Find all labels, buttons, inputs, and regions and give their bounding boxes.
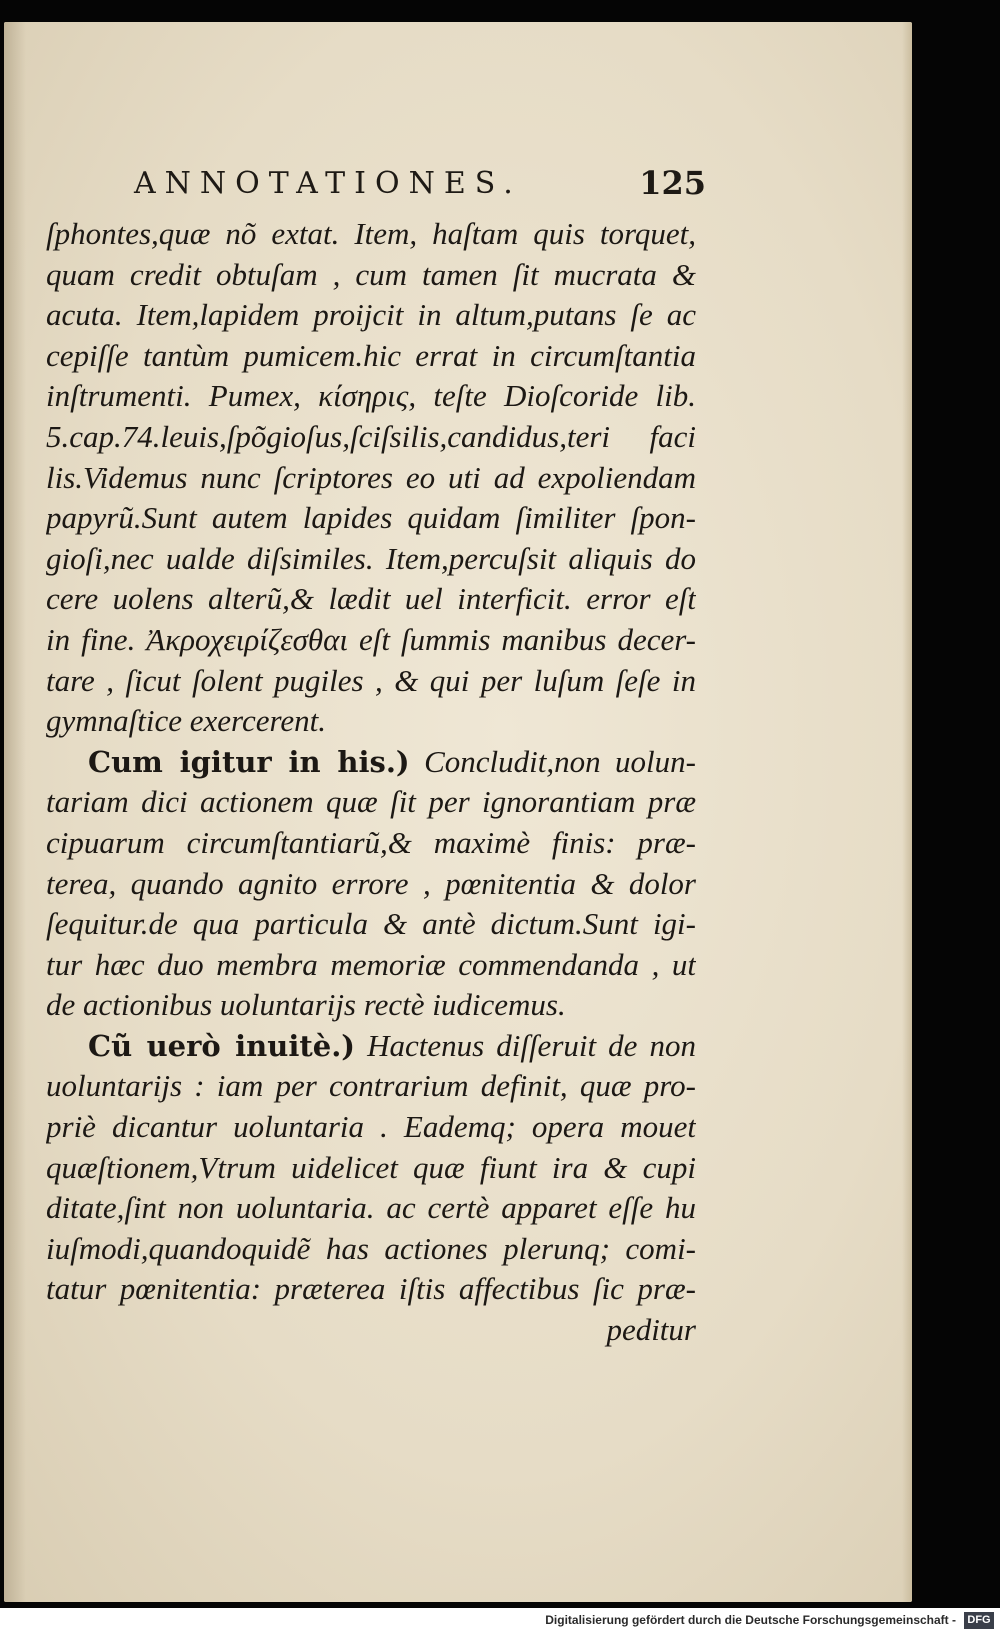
text-line: tur hæc duo membra memoriæ commendanda , ut [46,946,696,982]
text-line: lis.Videmus nunc ſcriptores eo uti ad expoliendam [46,459,696,495]
lemma: Cũ uerò inuitè.) [88,1028,356,1063]
text-line: gymnaſtice exercerent. [46,703,326,739]
text-line: gioſi,nec ualde diſsimiles. Item,percuſsit aliquis do [46,540,696,576]
text-line: iuſmodi,quandoquidẽ has actiones plerunq; comi- [46,1230,696,1266]
text-line: priè dicantur uoluntaria . Eademq; opera mouet [46,1109,696,1145]
digitization-credit: Digitalisierung gefördert durch die Deutsche Forschungsgemeinschaft - [545,1613,956,1627]
text-block [46,214,696,1351]
page-header [134,160,714,210]
paragraph-start [46,742,696,783]
gutter-shadow [4,22,26,1602]
text-line: quam credit obtuſam , cum tamen ſit mucrata & [46,256,696,292]
lemma: Cum igitur in his.) [88,744,410,779]
catchword: peditur [606,1312,696,1348]
text-line: uoluntarijs : iam per contrarium definit, quæ pro- [46,1068,696,1104]
text-line: cepiſſe tantùm pumicem.hic errat in circumſtantia [46,337,696,373]
text-line: papyrũ.Sunt autem lapides quidam ſimiliter ſpon- [46,500,696,536]
text-span: Hactenus diſſeruit de non [355,1027,696,1063]
dfg-logo-icon: DFG [964,1612,994,1629]
text-line: tariam dici actionem quæ ſit per ignorantiam præ [46,784,696,820]
text-line: terea, quando agnito errore , pœnitentia & dolor [46,865,696,901]
book-page [4,22,912,1602]
text-line: cipuarum circumſtantiarũ,& maximè finis: præ- [46,824,696,860]
text-line: tare , ſicut ſolent pugiles , & qui per luſum ſeſe in [46,662,696,698]
text-line: de actionibus uoluntarijs rectè iudicemus. [46,987,566,1023]
text-line: ſphontes,quæ nõ extat. Item, haſtam quis torquet, [46,216,696,251]
text-line: tatur pœnitentia: præterea iſtis affectibus ſic præ- [46,1271,696,1307]
page-number: 125 [639,164,706,202]
text-line: ſequitur.de qua particula & antè dictum.Sunt igi- [46,906,696,942]
text-span: Concludit,non uolun- [409,743,696,779]
text-line: 5.cap.74.leuis,ſpõgioſus,ſciſsilis,candidus,teri faci [46,418,696,454]
text-line: in fine. Ἀκροχειρίζεσθαι eſt ſummis manibus decer- [46,621,696,657]
text-line: acuta. Item,lapidem proijcit in altum,putans ſe ac [46,297,696,333]
running-head: ANNOTATIONES. [134,166,522,201]
paragraph-start [46,1026,696,1067]
text-line: ditate,ſint non uoluntaria. ac certè apparet eſſe hu [46,1190,696,1226]
footer-bar [0,1608,1000,1635]
text-line: cere uolens alterũ,& lædit uel interficit. error eſt [46,581,696,617]
text-line: inſtrumenti. Pumex, κίσηρις, teſte Dioſcoride lib. [46,378,696,414]
page-edge [902,22,912,1602]
text-line: quæſtionem,Vtrum uidelicet quæ fiunt ira & cupi [46,1149,696,1185]
